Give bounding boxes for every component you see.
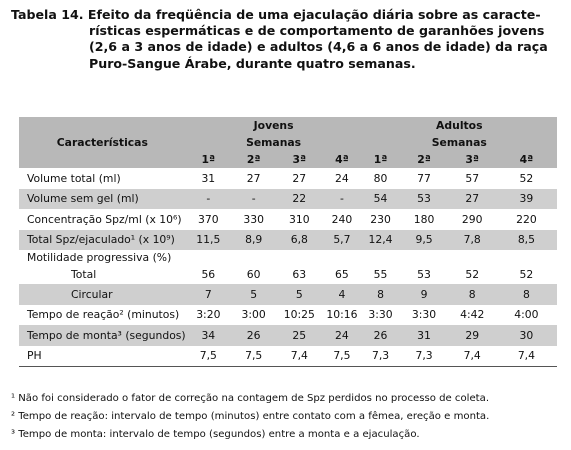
table-row bbox=[19, 305, 557, 326]
row-label: Motilidade progressiva (%) bbox=[27, 250, 172, 264]
cell: 57 bbox=[465, 171, 480, 185]
header-jovens: Jovens bbox=[186, 117, 362, 134]
cell: 4 bbox=[322, 284, 361, 305]
cell: 290 bbox=[461, 212, 483, 226]
cell: 22 bbox=[276, 189, 322, 210]
cell: 10:25 bbox=[283, 308, 315, 322]
cell: 5,7 bbox=[322, 230, 361, 251]
header-week: 2ª bbox=[400, 151, 449, 168]
cell: 11,5 bbox=[186, 230, 231, 251]
cell: 4:42 bbox=[460, 308, 485, 322]
cell: 56 bbox=[201, 267, 216, 281]
header-semanas-jovens: Semanas bbox=[186, 134, 362, 151]
header-adultos: Adultos bbox=[362, 117, 557, 134]
cell: 8 bbox=[362, 284, 400, 305]
cell: 5 bbox=[276, 284, 322, 305]
table-row bbox=[19, 168, 557, 189]
cell: 54 bbox=[362, 189, 400, 210]
cell: 52 bbox=[519, 171, 534, 185]
cell: 55 bbox=[373, 267, 388, 281]
cell: 240 bbox=[331, 212, 353, 226]
header-caracteristicas: Características bbox=[19, 117, 186, 168]
caption-line-1: Efeito da freqüência de uma ejaculação diária sobre as caracte- bbox=[87, 7, 541, 22]
caption-label: Tabela 14. bbox=[11, 7, 84, 22]
cell: 8,9 bbox=[231, 230, 276, 251]
row-label: Tempo de reação² (minutos) bbox=[27, 308, 180, 322]
cell: 26 bbox=[362, 325, 400, 346]
cell: 31 bbox=[400, 325, 449, 346]
cell: 34 bbox=[186, 325, 231, 346]
row-label: Total bbox=[71, 267, 97, 281]
cell: 31 bbox=[201, 171, 216, 185]
cell: 3:30 bbox=[368, 308, 393, 322]
caption-line-4: Puro-Sangue Árabe, durante quatro semanas. bbox=[89, 55, 416, 71]
cell: 3:30 bbox=[411, 308, 437, 322]
cell: 27 bbox=[449, 189, 496, 210]
row-label: Concentração Spz/ml (x 10⁶) bbox=[27, 212, 182, 226]
footnotes bbox=[11, 390, 566, 443]
cell: 53 bbox=[400, 189, 449, 210]
cell: 310 bbox=[288, 212, 310, 226]
header-week: 1ª bbox=[362, 151, 400, 168]
cell: 7,3 bbox=[362, 346, 400, 367]
cell: 7,4 bbox=[449, 346, 496, 367]
cell: 52 bbox=[519, 267, 534, 281]
caption-line-2: rísticas espermáticas e de comportamento de garanhões jovens bbox=[89, 23, 545, 39]
cell: 9,5 bbox=[400, 230, 449, 251]
cell: - bbox=[231, 189, 276, 210]
cell: 12,4 bbox=[362, 230, 400, 251]
cell: 4:00 bbox=[514, 308, 539, 322]
cell: 27 bbox=[292, 171, 307, 185]
cell: 180 bbox=[413, 212, 435, 226]
table-row bbox=[19, 284, 557, 305]
table-row bbox=[19, 230, 557, 251]
caption-line-3: (2,6 a 3 anos de idade) e adultos (4,6 a 6 anos de idade) da raça bbox=[89, 39, 548, 55]
cell: 8 bbox=[449, 284, 496, 305]
cell: 24 bbox=[335, 171, 349, 185]
table-row bbox=[19, 189, 557, 210]
cell: 39 bbox=[496, 189, 557, 210]
row-label: Volume total (ml) bbox=[27, 171, 121, 185]
table-row bbox=[19, 264, 557, 284]
cell: 3:20 bbox=[196, 308, 221, 322]
cell: 7,5 bbox=[322, 346, 361, 367]
cell: 10:16 bbox=[326, 308, 358, 322]
cell: 5 bbox=[231, 284, 276, 305]
row-label: PH bbox=[19, 346, 186, 367]
table-row bbox=[19, 346, 557, 367]
cell: 6,8 bbox=[276, 230, 322, 251]
row-label: Circular bbox=[19, 284, 186, 305]
data-table bbox=[19, 117, 557, 367]
row-label: Tempo de monta³ (segundos) bbox=[19, 325, 186, 346]
table-row bbox=[19, 209, 557, 230]
cell: 7,4 bbox=[496, 346, 557, 367]
cell: 30 bbox=[496, 325, 557, 346]
cell: 7 bbox=[186, 284, 231, 305]
header-week: 3ª bbox=[449, 151, 496, 168]
footnote-3: ³ Tempo de monta: intervalo de tempo (segundos) entre a monta e a ejaculação. bbox=[11, 428, 420, 440]
table-row bbox=[19, 325, 557, 346]
header-week: 4ª bbox=[322, 151, 361, 168]
cell: 26 bbox=[231, 325, 276, 346]
cell: 7,4 bbox=[276, 346, 322, 367]
cell: 63 bbox=[292, 267, 307, 281]
cell: 330 bbox=[243, 212, 264, 226]
cell: 77 bbox=[417, 171, 431, 185]
footnote-1: ¹ Não foi considerado o fator de correção na contagem de Spz perdidos no processo de coleta. bbox=[11, 393, 490, 404]
cell: 8,5 bbox=[496, 230, 557, 251]
cell: 3:00 bbox=[241, 308, 266, 322]
header-week: 2ª bbox=[231, 151, 276, 168]
cell: 52 bbox=[465, 267, 480, 281]
cell: 24 bbox=[322, 325, 361, 346]
table-row bbox=[19, 250, 557, 264]
header-week: 3ª bbox=[276, 151, 322, 168]
cell: 27 bbox=[246, 171, 261, 185]
cell: 65 bbox=[335, 267, 349, 281]
cell: 80 bbox=[373, 171, 388, 185]
cell: 60 bbox=[246, 267, 261, 281]
cell: 7,5 bbox=[231, 346, 276, 367]
row-label: Volume sem gel (ml) bbox=[19, 189, 186, 210]
header-semanas-adultos: Semanas bbox=[362, 134, 557, 151]
cell: 7,8 bbox=[449, 230, 496, 251]
cell: 220 bbox=[516, 212, 537, 226]
header-week: 1ª bbox=[186, 151, 231, 168]
cell: 230 bbox=[370, 212, 391, 226]
cell: 29 bbox=[449, 325, 496, 346]
cell: 9 bbox=[400, 284, 449, 305]
cell: - bbox=[186, 189, 231, 210]
table-caption bbox=[11, 7, 561, 72]
header-week: 4ª bbox=[496, 151, 557, 168]
cell: 7,5 bbox=[186, 346, 231, 367]
cell: 25 bbox=[276, 325, 322, 346]
cell: 7,3 bbox=[400, 346, 449, 367]
row-label: Total Spz/ejaculado¹ (x 10⁹) bbox=[19, 230, 186, 251]
cell: - bbox=[322, 189, 361, 210]
cell: 8 bbox=[496, 284, 557, 305]
footnote-2: ² Tempo de reação: intervalo de tempo (minutos) entre contato com a fêmea, ereção e monta. bbox=[11, 410, 490, 422]
cell: 53 bbox=[417, 267, 431, 281]
cell: 370 bbox=[198, 212, 219, 226]
